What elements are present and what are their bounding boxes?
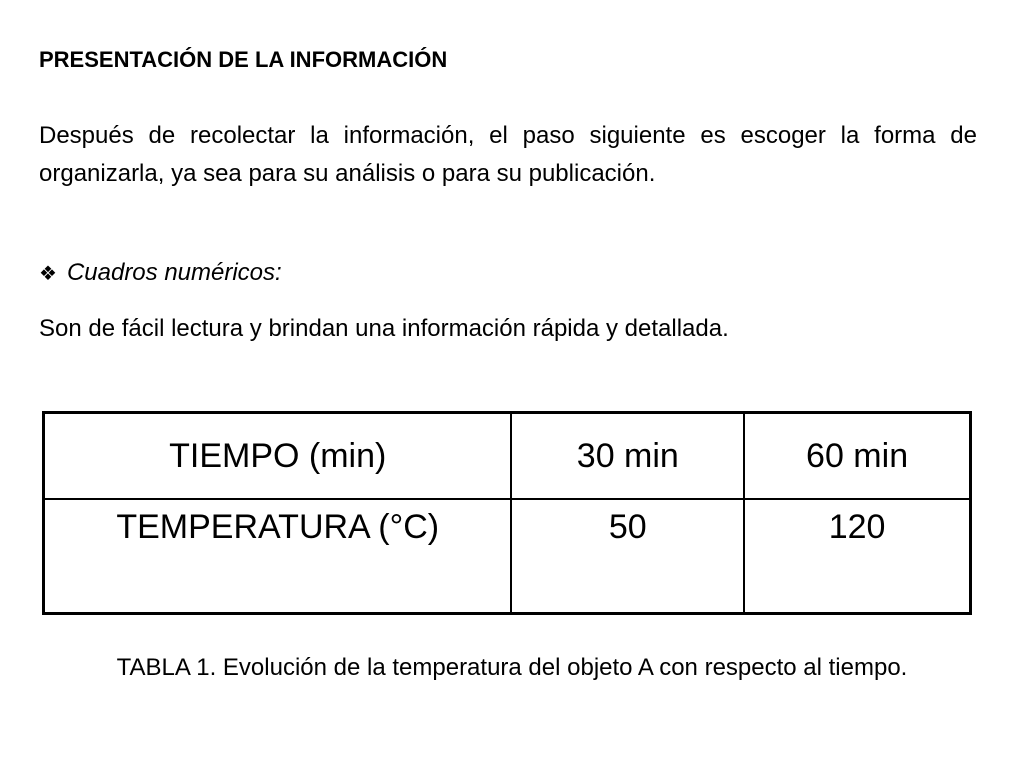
table-cell: 30 min xyxy=(511,413,744,500)
table-cell: 120 xyxy=(744,499,970,614)
table-cell: 60 min xyxy=(744,413,970,500)
four-diamond-bullet-icon: ❖ xyxy=(39,261,57,285)
table-caption: TABLA 1. Evolución de la temperatura del objeto A con respecto al tiempo. xyxy=(116,654,908,681)
numeric-table xyxy=(42,411,972,615)
table-row xyxy=(44,413,971,500)
bullet-label: Cuadros numéricos: xyxy=(66,259,282,286)
description-text: Son de fácil lectura y brindan una información rápida y detallada. xyxy=(39,315,729,342)
table-cell: TEMPERATURA (°C) xyxy=(44,499,512,614)
bullet-item xyxy=(39,255,282,291)
table-cell: TIEMPO (min) xyxy=(44,413,512,500)
section-heading: PRESENTACIÓN DE LA INFORMACIÓN xyxy=(39,47,448,72)
table-row xyxy=(44,499,971,614)
table-cell: 50 xyxy=(511,499,744,614)
intro-paragraph: Después de recolectar la información, el paso siguiente es escoger la forma de organizarla, ya sea para su análisis o para su publicación. xyxy=(39,122,977,187)
